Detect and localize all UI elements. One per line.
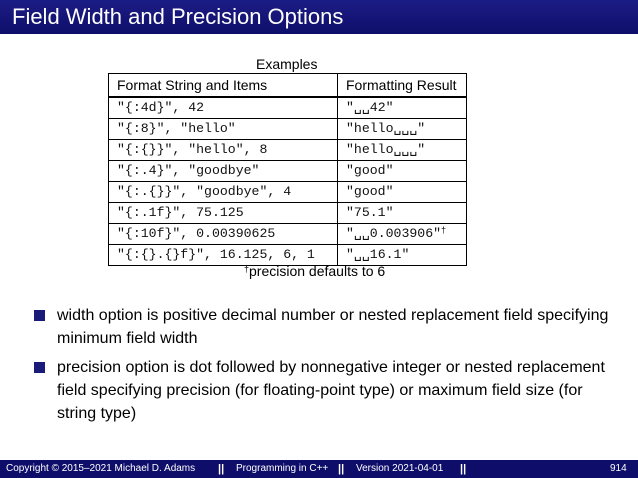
- footer-course: Programming in C++: [236, 463, 329, 474]
- footer-separator: ||: [338, 463, 345, 475]
- table-header-row: [109, 74, 467, 98]
- dagger-marker: †: [441, 225, 447, 235]
- table-row: [109, 161, 467, 182]
- column-header-format: Format String and Items: [109, 74, 338, 98]
- table-row: [109, 203, 467, 224]
- result-cell: [338, 224, 467, 245]
- bullet-item: [34, 304, 614, 350]
- footer-version: Version 2021-04-01: [356, 463, 444, 474]
- footer-page-number: 914: [610, 463, 627, 474]
- format-cell: "{:8}", "hello": [109, 119, 338, 140]
- table-row: [109, 224, 467, 245]
- bullet-item: [34, 356, 614, 425]
- format-cell: "{:.1f}", 75.125: [109, 203, 338, 224]
- table-row: [109, 97, 467, 119]
- result-text: "␣␣0.003906": [346, 226, 442, 241]
- table-caption: Examples: [256, 56, 318, 72]
- footer-bar: [0, 460, 638, 478]
- bullet-text: width option is positive decimal number or nested replacement field specifying minimum field width: [57, 307, 609, 347]
- format-cell: "{:.{}}", "goodbye", 4: [109, 182, 338, 203]
- format-cell: "{:4d}", 42: [109, 97, 338, 119]
- square-bullet-icon: [34, 362, 45, 373]
- footnote-dagger: †: [244, 264, 250, 274]
- result-cell: "␣␣16.1": [338, 245, 467, 266]
- result-cell: "hello␣␣␣": [338, 119, 467, 140]
- table-row: [109, 119, 467, 140]
- result-cell: "75.1": [338, 203, 467, 224]
- format-cell: "{:.4}", "goodbye": [109, 161, 338, 182]
- column-header-result: Formatting Result: [338, 74, 467, 98]
- footnote-text: precision defaults to 6: [249, 263, 386, 279]
- examples-table: [108, 73, 467, 266]
- format-cell: "{:{}.{}f}", 16.125, 6, 1: [109, 245, 338, 266]
- title-bar: [0, 0, 638, 34]
- result-cell: "␣␣42": [338, 97, 467, 119]
- table-row: [109, 182, 467, 203]
- square-bullet-icon: [34, 310, 45, 321]
- bullet-text: precision option is dot followed by nonnegative integer or nested replacement field specifying precision (for floating-point type) or maximum field size (for string type): [57, 359, 605, 422]
- result-cell: "good": [338, 182, 467, 203]
- footer-separator: ||: [218, 463, 225, 475]
- table-footnote: [244, 263, 385, 279]
- table-row: [109, 140, 467, 161]
- result-cell: "good": [338, 161, 467, 182]
- slide-title: Field Width and Precision Options: [12, 4, 344, 29]
- format-cell: "{:{}}", "hello", 8: [109, 140, 338, 161]
- format-cell: "{:10f}", 0.00390625: [109, 224, 338, 245]
- footer-separator: ||: [460, 463, 467, 475]
- result-cell: "hello␣␣␣": [338, 140, 467, 161]
- footer-copyright: Copyright © 2015–2021 Michael D. Adams: [6, 463, 196, 474]
